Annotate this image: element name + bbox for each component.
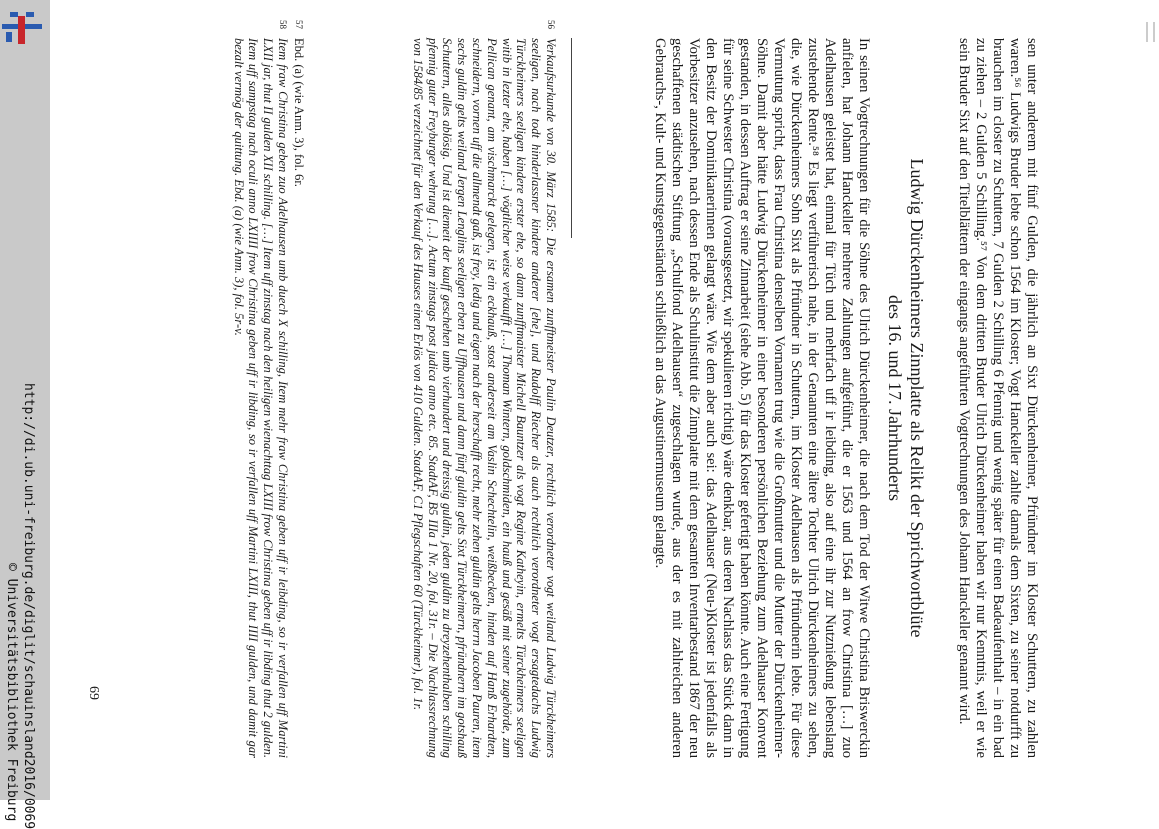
heading-line-2: des 16. und 17. Jahrhunderts xyxy=(885,295,905,501)
footnote-text: Item fraw Christina geben zuo Adelhausen umb duech X schilling, Item mehr fraw Christina geben uff ir leibding, so ir verfallen uff Martini LXII jar, thut II gulden XII schilling. […] Item uff zinstag nach den heiligen wienachttag LXIII frow Christina geben uff ir libding thut 2 gulden. Item uff sampstag nach oculi anno LXIIII frow Christina geben uff ir libding, so ir verfallen uff Martini LXIII, thut IIII gulden, und damit gar bezalt vermög der quittung. Ebd. (a) (wie Anm. 3), fol. 5r-v. xyxy=(231,38,290,758)
footnote-number: 57 xyxy=(294,20,304,29)
body-paragraph: In seinen Vogtrechnungen für die Söhne des Ulrich Dürckenheimer, die nach dem Tod der Witwe Christina Briswerckin anfielen, hat Johann Hanckeller mehrere Zahlungen aufgeführt, die er 1563 und 1564 an frow Christina […] zuo Adelhausen geleistet hat, einmal für Tüch und mehrfach uff ir leibding, also auf eine ihr zur Nutznießung lebenslang zustehende Rente.⁵⁸ Es liegt verführerisch nahe, in der Genannten eine ältere Tochter Ulrich Dürckenheimers zu sehen, die, wie Dürckenheimers Sohn Sixt als Pfründner in Schuttern, im Kloster Adelhausen als Pfründnerin lebte. Für diese Vermutung spricht, dass Frau Christina denselben Vornamen trug wie die Großmutter und die Mutter der Dürckenheimer-Söhne. Damit aber hätte Ludwig Dürckenheimer in einer besonderen persönlichen Beziehung zum Adelhauser Konvent gestanden, in dessen Auftrag er seine Zinnarbeit (siehe Abb. 5) für das Kloster gefertigt haben könnte. Auch eine Fertigung für seine Schwester Christina (vorausgesetzt, wir spekulieren richtig) wäre denkbar, aus deren Nachlass das Stück dann in den Besitz der Dominikanerinnen gelangt wäre. Wie dem aber auch sei: das Adelhauser (Neu-)Kloster ist jedenfalls als Vorbesitzer anzusehen, nach dessen Ende als Schulinstitut die Zinnplatte mit dem gesamten Inventarbestand 1867 der neu geschaffenen städtischen Stiftung „Schulfond Adelhausen“ zugeschlagen wurde, aus der es mit zahlreichen anderen Gebrauchs-, Kult- und Kunstgegenständen schließlich an das Augustinermuseum gelangte. xyxy=(652,38,872,758)
section-heading xyxy=(884,38,928,758)
copyright-notice: © Universitätsbibliothek Freiburg xyxy=(4,563,19,822)
library-logo-icon xyxy=(0,4,44,48)
footnote-56 xyxy=(410,20,558,758)
footnote-number: 56 xyxy=(546,20,556,29)
footnote-text: Ebd. (a) (wie Anm. 3), fol. 6r. xyxy=(292,38,306,187)
page-number: 69 xyxy=(86,686,101,700)
footnote-rule xyxy=(571,38,572,238)
document-url[interactable]: http://di.ub.uni-freiburg.de/diglit/schauinsland2016/0069 xyxy=(21,383,36,829)
footnote-58 xyxy=(231,20,290,758)
footnote-number: 58 xyxy=(278,20,288,29)
edge-marker xyxy=(1146,22,1155,42)
scanned-page xyxy=(40,20,1040,798)
footnote-text: Verkaufsurkunde von 30. März 1585: Die ersamen zunfftmeister Paulin Deutzer, rechtlich verordneter vogt weiland Ludwig Türckheimers seeligen, nach todt hinderlassner kindere anderer [ehe], und Rudolff Riecher als auch rechtlich verordneter vogt ersagtedachs Ludwig Türckheimers seeligen kindere erster ehe, so dann zunfftmaister Michell Bauntzer als vogt Regine Katheyin, ermelts Türckheimers seeligen witib in lezter ehe, haben […] vögtlicher weise verkaufft […] Thoman Wintern, goldschmiden, ein hauß und gesäß mit seiner zugehörde, zum Pellican genant, am vischmarckt gelegen, ist ein eckhauß, stost anderseit am Vaslin Schechtelin, weißbecken, hinden auf Hanß Erhardten, schneidern, vornen uff die allmendt gaß, ist frey, ledig und eigen nach der herschafft recht, mehr zehen guldin gelts herrn Jacoben Pauren, item sechs guldin gelts weiland Jergen Lenglins seeligen erben zu Uffhausen und dann fünf guldin gelts Sixt Türckheimern, pfründnern im gotshauß Schuttern, alles ablösig. Und ist diemeit der kauff geschehen umb vierhundert und dreissig guldin, jeden guldin zu dreyzehenthalben schilling pfennig guter Freyburger wehrung […]. Actum zinstags post judica anno etc. 85. StadtAF, B5 IIIa 1 Nr. 20, fol. 31r. – Die Nachlassrechnung von 1584/85 verzeichnet für den Verkauf des Hauses einen Erlös von 410 Gulden. StadtAF, C1 Pflegschaften 60 (Türckheimer), fol. 1r. xyxy=(410,38,558,758)
intro-paragraph: sen unter anderem mit fünf Gulden, die jährlich an Sixt Dürckenheimer, Pfründner im Kloster Schuttern, zu zahlen waren.⁵⁶ Ludwigs Bruder lebte schon 1564 im Kloster; Vogt Hanckeller zahlte damals dem Sixten, zu seiner notdurfft zu brauchen im closter zu Schuttern, 7 Gulden 2 Schilling 6 Pfennig und wenig später für einen Badeaufenthalt – in ein bad zu ziehen – 2 Gulden 5 Schilling.⁵⁷ Von dem dritten Bruder Ulrich Dürckenheimer haben wir nur Kenntnis, weil er wie sein Bruder Sixt auf den Titelblättern der eingangs angeführten Vogtrechnungen des Johann Hanckeller genannt wird. xyxy=(956,38,1040,758)
footnote-57 xyxy=(291,20,306,758)
heading-line-1: Ludwig Dürckenheimers Zinnplatte als Relikt der Sprichwortblüte xyxy=(907,158,927,638)
